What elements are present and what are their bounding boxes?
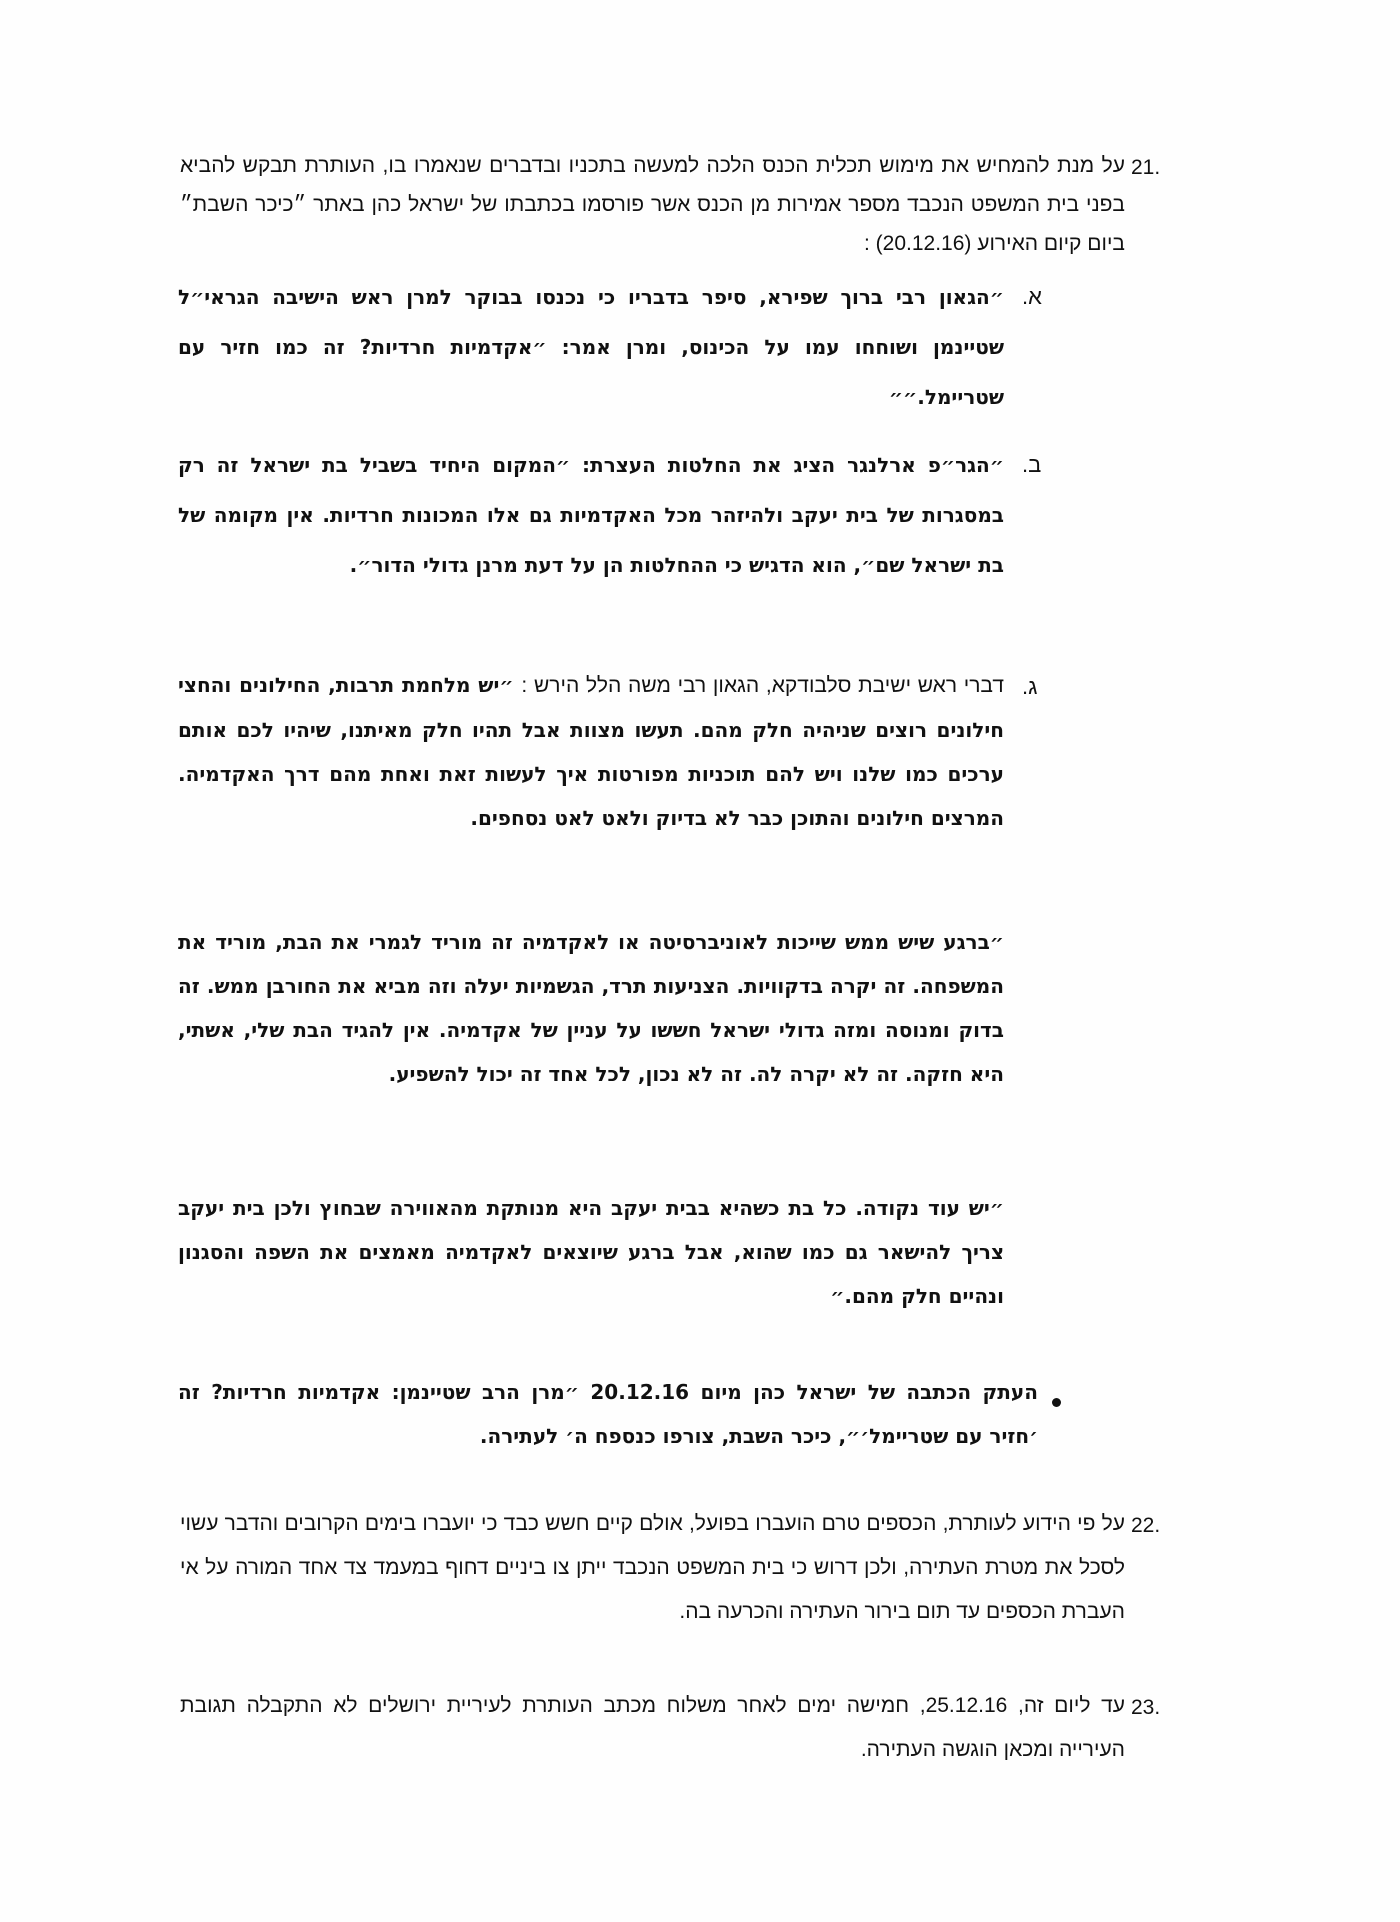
- appendix-reference: העתק הכתבה של ישראל כהן מיום 20.12.16 ״מרן הרב שטיינמן: אקדמיות חרדיות? זה ׳חזיר עם שטריימל׳״, כיכר השבת, צורפו כנספח ה׳ לעתירה.: [178, 1380, 1038, 1448]
- paragraph-number-23: 23.: [1131, 1696, 1161, 1719]
- list-letter-a: א.: [1022, 284, 1042, 309]
- quote-g-intro: דברי ראש ישיבת סלבודקא, הגאון רבי משה הלל הירש :: [521, 674, 1004, 697]
- quote-g: [178, 663, 1004, 840]
- quote-a: ״הגאון רבי ברוך שפירא, סיפר בדבריו כי נכנסו בבוקר למרן ראש הישיבה הגראי״ל שטיינמן ושוחחו עמו על הכינוס, ומרן אמר: ״אקדמיות חרדיות? זה כמו חזיר עם שטריימל.״״: [178, 285, 1004, 409]
- paragraph-22: על פי הידוע לעותרת, הכספים טרם הועברו בפועל, אולם קיים חשש כבד כי יועברו בימים הקרובים והדבר עשוי לסכל את מטרת העתירה, ולכן דרוש כי בית המשפט הנכבד ייתן צו ביניים דחוף במעמד צד אחד המורה על אי העברת הכספים עד תום בירור העתירה והכרעה בה.: [180, 1512, 1125, 1623]
- quote-g-part-3: ״יש עוד נקודה. כל בת כשהיא בבית יעקב היא מנותקת מהאווירה שבחוץ ולכן בית יעקב צריך להישאר גם כמו שהוא, אבל ברגע שיוצאים לאקדמיה מאמצים את השפה והסגנון ונהיים חלק מהם.״: [178, 1196, 1004, 1308]
- list-letter-g: ג.: [1022, 674, 1038, 699]
- bullet-dot-icon: [1052, 1398, 1061, 1407]
- paragraph-23: עד ליום זה, 25.12.16, חמישה ימים לאחר משלוח מכתב העותרת לעיריית ירושלים לא התקבלה תגובת העירייה ומכאן הוגשה העתירה.: [180, 1694, 1125, 1761]
- paragraph-number-21: 21.: [1131, 156, 1161, 179]
- quote-g-text: ״יש מלחמת תרבות, החילונים והחצי חילונים רוצים שניהיה חלק מהם. תעשו מצוות אבל תהיו חלק מאיתנו, שיהיו לכם אותם ערכים כמו שלנו ויש להם תוכניות מפורטות איך לעשות זאת ואחת מהם דרך האקדמיה. המרצים חילונים והתוכן כבר לא בדיוק ולאט לאט נסחפים.: [178, 673, 1004, 830]
- list-letter-b: ב.: [1022, 452, 1042, 477]
- quote-b: ״הגר״פ ארלנגר הציג את החלטות העצרת: ״המקום היחיד בשביל בת ישראל זה רק במסגרות של בית יעקב ולהיזהר מכל האקדמיות גם אלו המכונות חרדיות. אין מקומה של בת ישראל שם״, הוא הדגיש כי ההחלטות הן על דעת מרנן גדולי הדור״.: [178, 453, 1004, 577]
- quote-g-part-2: ״ברגע שיש ממש שייכות לאוניברסיטה או לאקדמיה זה מוריד לגמרי את הבת, מוריד את המשפחה. זה יקרה בדקוויות. הצניעות תרד, הגשמיות יעלה וזה מביא את החורבן ממש. זה בדוק ומנוסה ומזה גדולי ישראל חששו על עניין של אקדמיה. אין להגיד הבת שלי, אשתי, היא חזקה. זה לא יקרה לה. זה לא נכון, לכל אחד זה יכול להשפיע.: [178, 930, 1004, 1086]
- paragraph-number-22: 22.: [1131, 1514, 1161, 1537]
- paragraph-21: על מנת להמחיש את מימוש תכלית הכנס הלכה למעשה בתכניו ובדברים שנאמרו בו, העותרת תבקש להביא בפני בית המשפט הנכבד מספר אמירות מן הכנס אשר פורסמו בכתבתו של ישראל כהן באתר ״כיכר השבת״ ביום קיום האירוע (20.12.16) :: [180, 154, 1125, 255]
